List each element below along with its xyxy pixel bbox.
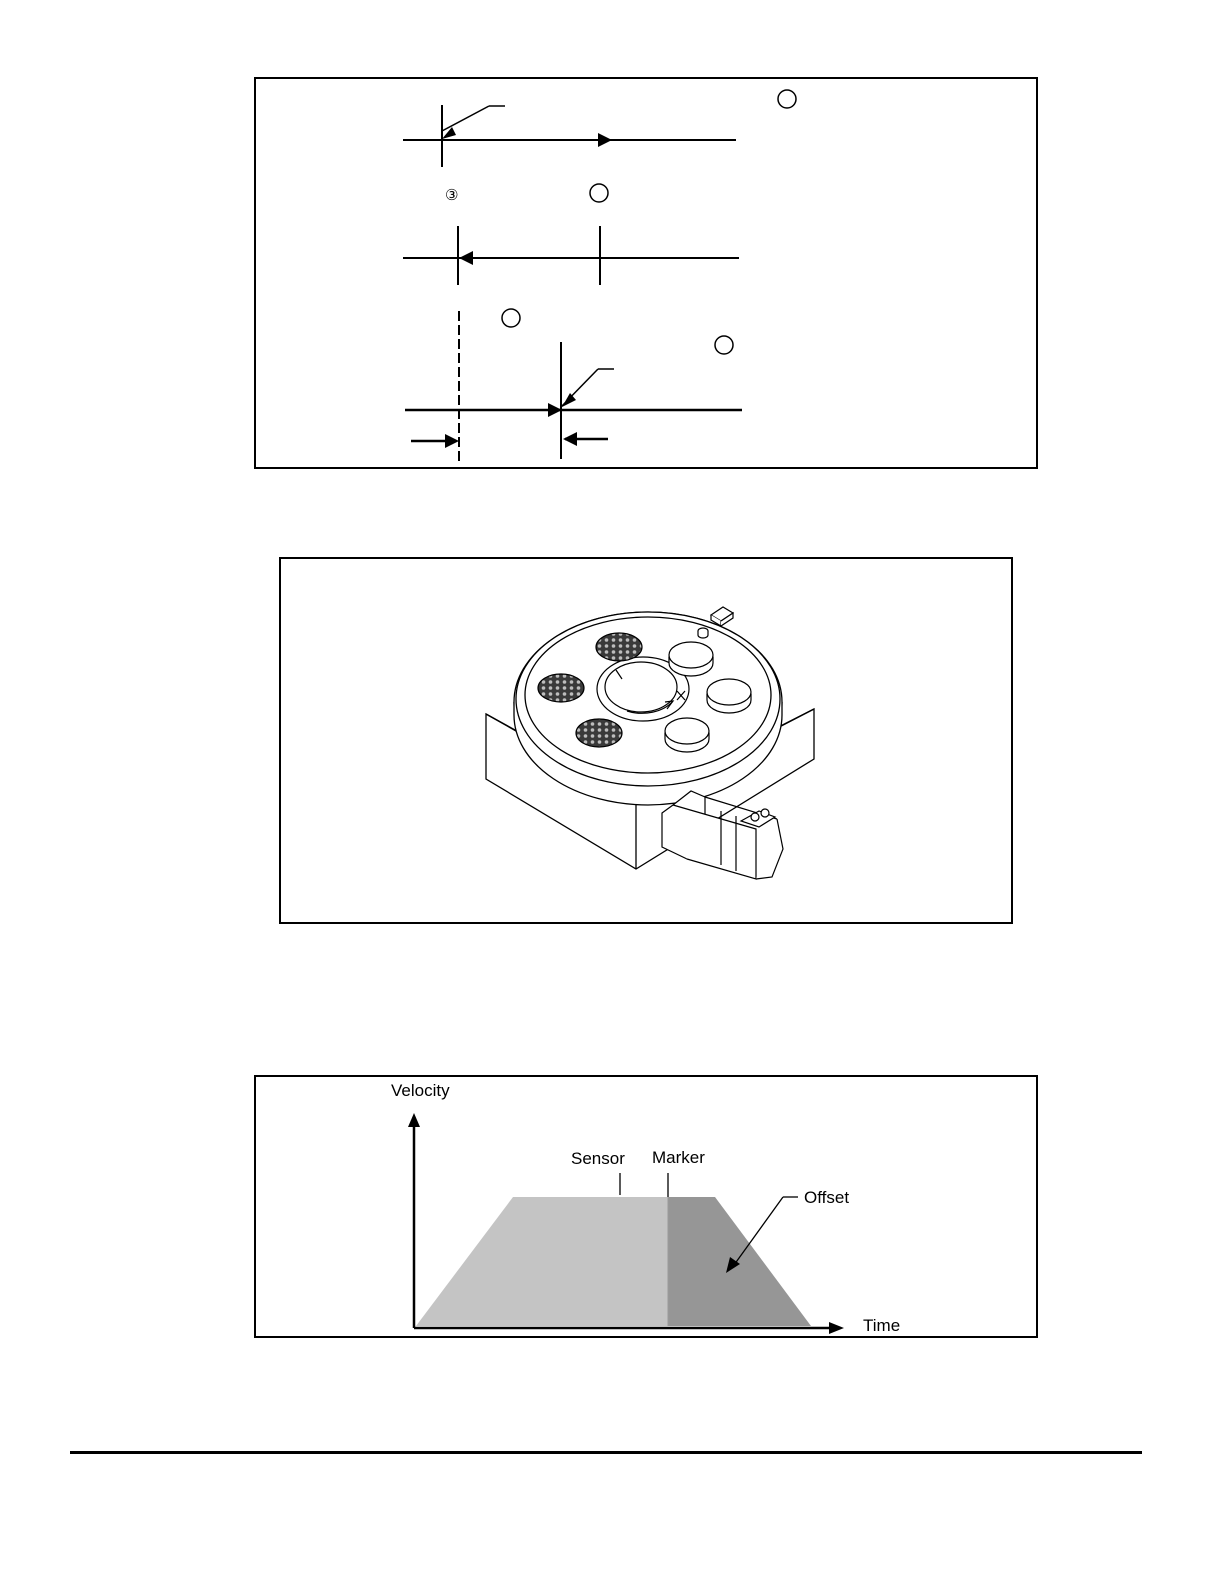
x-axis-arrowhead [829,1322,844,1334]
footer-rule [70,1451,1142,1454]
y-axis-arrowhead [408,1113,420,1127]
empty-nest-1 [669,642,713,676]
y-axis-label: Velocity [391,1081,450,1100]
homing-sequence-diagram [254,77,1038,469]
rotary-table-illustration [279,557,1013,924]
step-marker-3: ③ [445,186,459,204]
row-1-callout-arrowhead [442,127,456,139]
loaded-part-3 [576,719,622,747]
sensor-label: Sensor [571,1149,625,1168]
loaded-part-1 [596,633,642,661]
marker-label: Marker [652,1148,705,1167]
offset-label: Offset [804,1188,850,1207]
pre-marker-region [416,1197,668,1326]
empty-nest-2 [707,679,751,713]
row-1-direction-arrow [598,133,612,147]
step-circle-1 [778,90,796,108]
loaded-part-2 [538,674,584,702]
row-3-callout-arrowhead [562,393,576,407]
homing-sequence-svg [256,79,1036,467]
row-3-final-approach [405,309,742,461]
row-3-direction-arrow [548,403,562,417]
velocity-profile-svg [256,1077,1036,1336]
step-circle-3 [502,309,520,327]
step-circle-4 [715,336,733,354]
row-2-direction-arrow [459,251,473,265]
empty-nest-3 [665,718,709,752]
x-axis-label: Time [863,1316,901,1335]
row-1-callout-leader [442,106,489,131]
row-1-forward-move [403,105,736,167]
velocity-profile-chart [254,1075,1038,1338]
offset-region [668,1197,811,1326]
row-2-reverse-move [403,184,739,285]
step-circle-2 [590,184,608,202]
rotary-table-svg [281,559,1011,922]
offset-leader-diagonal [734,1197,783,1265]
